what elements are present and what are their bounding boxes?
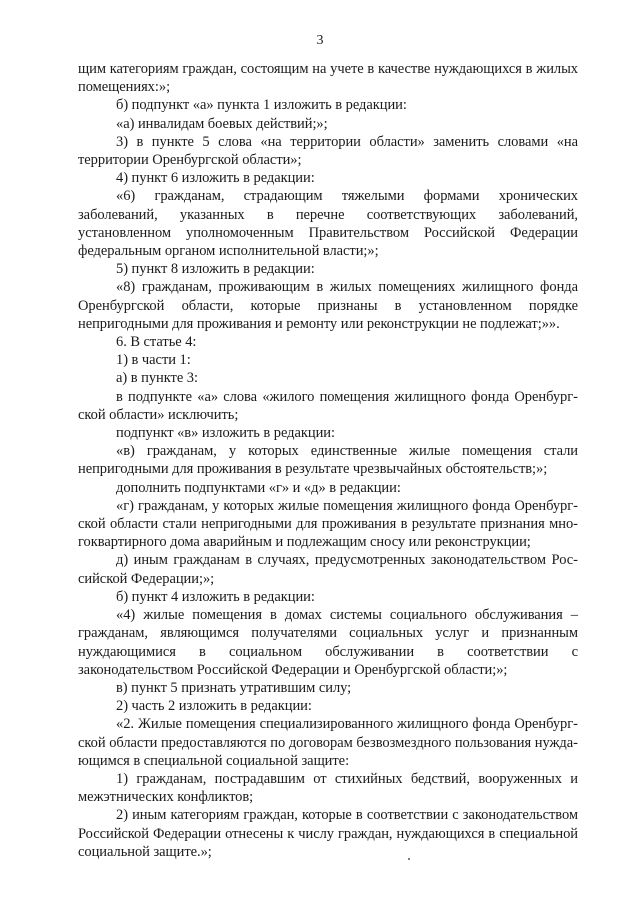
paragraph: «8) гражданам, проживающим в жилых помещениях жилищного фонда Оренбургской области, которые признаны в установленном порядке непригодными для проживания и ремонту или реконструкции не подлежат;»». [78,279,578,332]
paragraph: 2) иным категориям граждан, которые в соответствии с законодательством Российской Федерации отнесены к числу граждан, нуждающихся в специальной социальной защите.»; [78,807,578,860]
page-number: 3 [316,33,324,48]
paragraph: «в) гражданам, у которых единственные жилые помещения стали непригодными для проживания в результате чрезвычайных обстоятельств;»; [78,443,578,478]
paragraph: подпункт «в» изложить в редакции: [116,425,335,442]
paragraph: 6. В статье 4: [116,334,197,351]
paragraph: б) подпункт «а» пункта 1 изложить в редакции: [116,97,407,114]
paragraph: щим категориям граждан, состоящим на учете в качестве нуждающихся в жилых помещениях:»; [78,61,578,96]
paragraph: 1) в части 1: [116,352,191,369]
paragraph: «4) жилые помещения в домах системы социального обслуживания – гражданам, являющимся получателями социальных услуг и признанным нуждающимися в социальном обслуживании в соответствии с законодательством Российской Федерации и Оренбургской области;»; [78,607,578,678]
paragraph: «а) инвалидам боевых действий;»; [116,115,328,132]
paragraph: в подпункте «а» слова «жилого помещения жилищного фонда Оренбургской области» исключить; [78,388,578,423]
paragraph: в) пункт 5 признать утратившим силу; [116,679,352,696]
paragraph: дополнить подпунктами «г» и «д» в редакции: [116,479,401,496]
paragraph: б) пункт 4 изложить в редакции: [116,588,315,605]
paragraph: 5) пункт 8 изложить в редакции: [116,261,315,278]
paragraph: 4) пункт 6 изложить в редакции: [116,170,315,187]
paragraph: «2. Жилые помещения специализированного жилищного фонда Оренбургской области предоставляются по договорам безвозмездного пользования нуждающимся в специальной социальной защите: [78,716,578,769]
paragraph: 2) часть 2 изложить в редакции: [116,698,312,715]
paragraph: д) иным гражданам в случаях, предусмотренных законодательством Российской Федерации;»; [78,552,578,587]
paragraph: «г) гражданам, у которых жилые помещения жилищного фонда Оренбургской области стали непригодными для проживания в результате признания многоквартирного дома аварийным и подлежащим сносу или реконструкции; [78,497,578,551]
scan-speck [408,858,410,860]
paragraph: 1) гражданам, пострадавшим от стихийных бедствий, вооруженных и межэтнических конфликтов; [78,770,578,806]
paragraph: а) в пункте 3: [116,370,198,387]
paragraph: «6) гражданам, страдающим тяжелыми формами хронических заболеваний, указанных в перечне соответствующих заболеваний, установленном уполномоченным Правительством Российской Федерации федеральным органом исполнительной власти;»; [78,188,578,260]
paragraph: 3) в пункте 5 слова «на территории области» заменить словами «на территории Оренбургской области»; [78,133,578,169]
document-body [78,60,578,861]
